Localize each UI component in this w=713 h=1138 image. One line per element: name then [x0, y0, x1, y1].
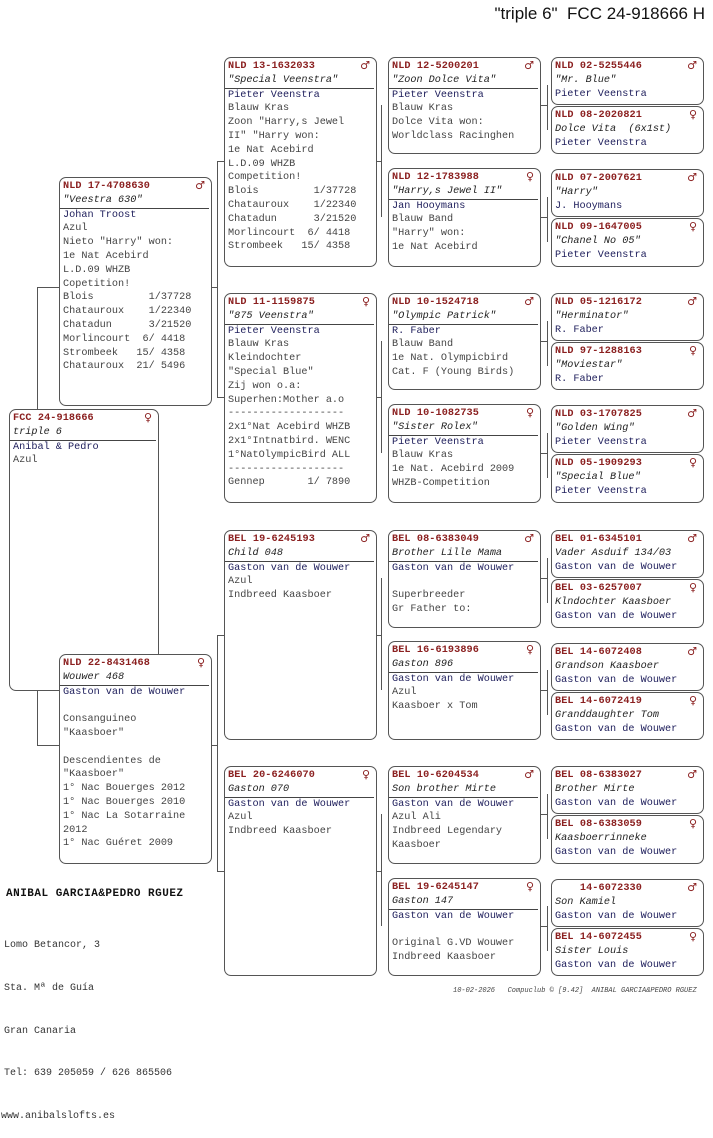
- male-icon: ♂: [687, 59, 697, 72]
- info-line: 1° Nac Guéret 2009: [63, 838, 174, 850]
- ring-number: NLD 10-1082735: [392, 408, 479, 419]
- bird-name: "Olympic Patrick": [392, 310, 496, 322]
- connector-line: [540, 217, 547, 218]
- breeder: R. Faber: [555, 373, 604, 385]
- info-line: Strombeek 15/ 4358: [63, 347, 186, 359]
- ring-number: NLD 11-1159875: [228, 297, 315, 308]
- connector-line: [547, 670, 548, 715]
- connector-line: [547, 197, 548, 242]
- info-line: Cat. F (Young Birds): [392, 366, 515, 378]
- connector-line: [547, 433, 548, 478]
- female-icon: ♀: [143, 411, 152, 424]
- breeder: Gaston van de Wouwer: [392, 910, 515, 922]
- info-line: Azul: [63, 223, 88, 235]
- ring-number: NLD 08-2020821: [555, 110, 642, 121]
- ring-number: BEL 10-6204534: [392, 770, 479, 781]
- gen5-card[interactable]: [551, 293, 704, 341]
- gen5-card[interactable]: [551, 643, 704, 691]
- ring-number: NLD 17-4708630: [63, 181, 150, 192]
- bird-name: Grandson Kaasboer: [555, 660, 659, 672]
- ring-number: FCC 24-918666: [13, 413, 94, 424]
- info-line: Superbreeder: [392, 590, 466, 602]
- male-icon: ♂: [687, 881, 697, 894]
- connector-line: [547, 794, 548, 839]
- female-icon: ♀: [688, 344, 697, 357]
- info-line: Chatauroux 21/ 5496: [63, 361, 186, 373]
- ring-number: NLD 12-5200201: [392, 61, 479, 72]
- ring-number: BEL 03-6257007: [555, 583, 642, 594]
- info-line: Original G.VD Wouwer: [392, 938, 515, 950]
- bird-name: "Special Blue": [555, 471, 641, 483]
- info-line: Azul: [392, 687, 417, 699]
- info-line: Consanguineo: [63, 714, 137, 726]
- ring-number: NLD 22-8431468: [63, 658, 150, 669]
- info-line: Azul: [13, 455, 38, 467]
- breeder: Gaston van de Wouwer: [555, 723, 678, 735]
- female-icon: ♀: [196, 656, 205, 669]
- gen5-card[interactable]: [551, 106, 704, 154]
- male-icon: ♂: [360, 532, 370, 545]
- info-line: Dolce Vita won:: [392, 117, 484, 129]
- connector-line: [217, 161, 224, 162]
- ring-number: NLD 09-1647005: [555, 222, 642, 233]
- info-line: WHZB-Competition: [392, 477, 490, 489]
- connector-line: [381, 341, 382, 453]
- breeder: Johan Troost: [63, 209, 137, 221]
- info-line: Competition!: [228, 172, 302, 184]
- info-line: Indbreed Legendary: [392, 826, 503, 838]
- male-icon: ♂: [687, 171, 697, 184]
- male-icon: ♂: [360, 59, 370, 72]
- bird-name: "875 Veenstra": [228, 310, 314, 322]
- info-line: L.D.09 WHZB: [228, 158, 296, 170]
- gen4-card[interactable]: [388, 530, 541, 628]
- male-icon: ♂: [524, 295, 534, 308]
- ring-number: BEL 01-6345101: [555, 534, 642, 545]
- info-line: 1e Nat Acebird: [63, 250, 149, 262]
- grandsire-maternal-card[interactable]: [224, 530, 377, 740]
- bird-name: Gaston 147: [392, 895, 454, 907]
- breeder: Pieter Veenstra: [555, 436, 647, 448]
- address-line: Sta. Mª de Guía: [4, 983, 95, 995]
- info-line: Blauw Band: [392, 214, 454, 226]
- bird-name: Granddaughter Tom: [555, 709, 659, 721]
- ring-number: 14-6072330: [555, 883, 642, 894]
- info-line: Blois 1/37728: [63, 292, 192, 304]
- connector-line: [381, 814, 382, 926]
- connector-line: [381, 105, 382, 217]
- bird-name: "Herminator": [555, 310, 629, 322]
- female-icon: ♀: [688, 456, 697, 469]
- breeder: R. Faber: [392, 325, 441, 337]
- sire-card[interactable]: [59, 177, 212, 406]
- info-line: Descendientes de: [63, 755, 161, 767]
- info-line: Nieto "Harry" won:: [63, 237, 174, 249]
- ring-number: NLD 05-1216172: [555, 297, 642, 308]
- gen5-card[interactable]: [551, 218, 704, 267]
- bird-name: Wouwer 468: [63, 671, 125, 683]
- connector-line: [540, 814, 547, 815]
- female-icon: ♀: [525, 643, 534, 656]
- connector-line: [217, 635, 218, 871]
- female-icon: ♀: [525, 880, 534, 893]
- gen5-card[interactable]: [551, 57, 704, 105]
- ring-number: BEL 14-6072455: [555, 932, 642, 943]
- granddam-maternal-card[interactable]: [224, 766, 377, 976]
- breeder: Jan Hooymans: [392, 200, 466, 212]
- breeder: Gaston van de Wouwer: [392, 798, 515, 810]
- info-line: Morlincourt 6/ 4418: [228, 227, 351, 239]
- bird-name: Dolce Vita (6x1st): [555, 123, 672, 135]
- connector-line: [217, 161, 218, 397]
- gen5-card[interactable]: [551, 928, 704, 976]
- info-line: Chatauroux 1/22340: [228, 199, 357, 211]
- ring-number: NLD 13-1632033: [228, 61, 315, 72]
- ring-number: NLD 05-1909293: [555, 458, 642, 469]
- subject-bird-card[interactable]: [9, 409, 159, 691]
- bird-name: "Chanel No 05": [555, 235, 641, 247]
- bird-name: Son Kamiel: [555, 896, 617, 908]
- female-icon: ♀: [525, 406, 534, 419]
- info-line: Zoon "Harry,s Jewel: [228, 117, 345, 129]
- info-line: Strombeek 15/ 4358: [228, 241, 351, 253]
- bird-name: Brother Lille Mama: [392, 547, 503, 559]
- connector-line: [540, 690, 547, 691]
- bird-name: Child 048: [228, 547, 284, 559]
- bird-name: "Mr. Blue": [555, 74, 617, 86]
- info-line: II" "Harry won:: [228, 130, 320, 142]
- bird-name: Klndochter Kaasboer: [555, 596, 672, 608]
- bird-name: "Golden Wing": [555, 422, 635, 434]
- connector-line: [37, 287, 59, 288]
- male-icon: ♂: [687, 768, 697, 781]
- info-line: Indbreed Kaasboer: [228, 826, 332, 838]
- connector-line: [217, 397, 224, 398]
- info-line: [389, 923, 540, 937]
- breeder: Pieter Veenstra: [228, 325, 320, 337]
- info-line: Indbreed Kaasboer: [228, 590, 332, 602]
- info-line: 1e Nat. Acebird 2009: [392, 464, 515, 476]
- gen4-card[interactable]: [388, 293, 541, 390]
- breeder: Gaston van de Wouwer: [63, 686, 186, 698]
- breeder: Pieter Veenstra: [555, 137, 647, 149]
- breeder: R. Faber: [555, 324, 604, 336]
- breeder: Gaston van de Wouwer: [555, 910, 678, 922]
- info-line: 1e Nat Acebird: [228, 144, 314, 156]
- granddam-paternal-card[interactable]: [224, 293, 377, 503]
- male-icon: ♂: [524, 532, 534, 545]
- female-icon: ♀: [688, 108, 697, 121]
- breeder: Pieter Veenstra: [555, 88, 647, 100]
- info-line: Blauw Kras: [392, 103, 454, 115]
- info-line: Indbreed Kaasboer: [392, 951, 496, 963]
- connector-line: [37, 690, 38, 745]
- info-line: Kaasboer x Tom: [392, 701, 478, 713]
- dam-card[interactable]: [59, 654, 212, 864]
- info-line: [60, 741, 211, 755]
- female-icon: ♀: [361, 295, 370, 308]
- gen4-card[interactable]: [388, 404, 541, 503]
- connector-line: [540, 578, 547, 579]
- bird-name: Sister Louis: [555, 945, 629, 957]
- male-icon: ♂: [195, 179, 205, 192]
- ring-number: BEL 16-6193896: [392, 645, 479, 656]
- female-icon: ♀: [688, 930, 697, 943]
- gen4-card[interactable]: [388, 878, 541, 976]
- info-line: 1° Nac Bouerges 2010: [63, 796, 186, 808]
- info-line: 1e Nat. Olympicbird: [392, 353, 509, 365]
- bird-name: "Veestra 630": [63, 194, 143, 206]
- info-line: Blois 1/37728: [228, 186, 357, 198]
- male-icon: ♂: [687, 645, 697, 658]
- info-line: Chatadun 3/21520: [228, 213, 357, 225]
- breeder: Gaston van de Wouwer: [555, 674, 678, 686]
- gen5-card[interactable]: [551, 766, 704, 814]
- ring-number: BEL 20-6246070: [228, 770, 315, 781]
- connector-line: [547, 558, 548, 603]
- bird-name: Brother Mirte: [555, 783, 635, 795]
- address-line: Gran Canaria: [4, 1025, 77, 1037]
- breeder: Gaston van de Wouwer: [555, 959, 678, 971]
- breeder: Gaston van de Wouwer: [228, 562, 351, 574]
- print-info: 10-02-2026 Compuclub © [9.42] ANIBAL GARCIA&PEDRO RGUEZ: [453, 987, 697, 995]
- info-line: Chatauroux 1/22340: [63, 306, 192, 318]
- bird-name: "Sister Rolex": [392, 421, 478, 433]
- gen4-card[interactable]: [388, 168, 541, 267]
- grandsire-paternal-card[interactable]: [224, 57, 377, 267]
- breeder: Pieter Veenstra: [392, 89, 484, 101]
- info-line: Azul: [228, 576, 253, 588]
- info-line: -------------------: [228, 408, 345, 420]
- ring-number: NLD 10-1524718: [392, 297, 479, 308]
- female-icon: ♀: [361, 768, 370, 781]
- female-icon: ♀: [688, 581, 697, 594]
- gen5-card[interactable]: [551, 169, 704, 217]
- male-icon: ♂: [687, 407, 697, 420]
- ring-number: NLD 12-1783988: [392, 172, 479, 183]
- bird-name: triple 6: [13, 426, 62, 438]
- pedigree-title: "triple 6" FCC 24-918666 H: [494, 4, 705, 23]
- address-line: Lomo Betancor, 3: [4, 940, 101, 952]
- ring-number: BEL 08-6383049: [392, 534, 479, 545]
- breeder: Gaston van de Wouwer: [555, 610, 678, 622]
- ring-number: NLD 03-1707825: [555, 409, 642, 420]
- male-icon: ♂: [687, 532, 697, 545]
- info-line: Zij won o.a:: [228, 380, 302, 392]
- info-line: 2012: [63, 824, 88, 836]
- website-link[interactable]: www.anibalslofts.es: [1, 1110, 116, 1122]
- ring-number: NLD 97-1288163: [555, 346, 642, 357]
- connector-line: [37, 745, 59, 746]
- breeder: Gaston van de Wouwer: [555, 846, 678, 858]
- info-line: 2x1°Intnatbird. WENC: [228, 435, 351, 447]
- info-line: Copetition!: [63, 278, 131, 290]
- breeder: Pieter Veenstra: [555, 485, 647, 497]
- breeder: Pieter Veenstra: [228, 89, 320, 101]
- phone: Tel: 639 205059 / 626 865506: [4, 1068, 173, 1080]
- connector-line: [540, 453, 547, 454]
- breeder: Pieter Veenstra: [555, 249, 647, 261]
- bird-name: Gaston 070: [228, 783, 290, 795]
- info-line: "Special Blue": [228, 366, 314, 378]
- gen5-card[interactable]: [551, 879, 704, 927]
- info-line: 2x1°Nat Acebird WHZB: [228, 422, 351, 434]
- info-line: Blauw Band: [392, 339, 454, 351]
- breeder: Gaston van de Wouwer: [228, 798, 351, 810]
- ring-number: NLD 07-2007621: [555, 173, 642, 184]
- owner-address: [1, 911, 173, 1138]
- ring-number: BEL 14-6072408: [555, 647, 642, 658]
- info-line: 1e Nat Acebird: [392, 241, 478, 253]
- connector-line: [540, 926, 547, 927]
- info-line: Gennep 1/ 7890: [228, 477, 351, 489]
- info-line: Blauw Kras: [392, 450, 454, 462]
- connector-line: [37, 287, 38, 409]
- bird-name: Gaston 896: [392, 658, 454, 670]
- male-icon: ♂: [524, 768, 534, 781]
- connector-line: [217, 871, 224, 872]
- connector-line: [540, 341, 547, 342]
- bird-name: Vader Asduif 134/03: [555, 547, 672, 559]
- bird-name: "Zoon Dolce Vita": [392, 74, 496, 86]
- bird-name: Son brother Mirte: [392, 783, 496, 795]
- connector-line: [381, 578, 382, 690]
- breeder: Gaston van de Wouwer: [392, 673, 515, 685]
- connector-line: [540, 105, 547, 106]
- female-icon: ♀: [525, 170, 534, 183]
- gen5-card[interactable]: [551, 692, 704, 740]
- bird-name: "Harry,s Jewel II": [392, 185, 503, 197]
- bird-name: Kaasboerrinneke: [555, 832, 647, 844]
- info-line: Gr Father to:: [392, 603, 472, 615]
- info-line: Blauw Kras: [228, 339, 290, 351]
- info-line: -------------------: [228, 463, 345, 475]
- info-line: "Harry" won:: [392, 228, 466, 240]
- gen5-card[interactable]: [551, 530, 704, 578]
- owner-name: ANIBAL GARCIA&PEDRO RGUEZ: [6, 888, 184, 900]
- ring-number: BEL 19-6245193: [228, 534, 315, 545]
- info-line: Kaasboer: [392, 839, 441, 851]
- info-line: 1°NatOlympicBird ALL: [228, 449, 351, 461]
- breeder: Gaston van de Wouwer: [555, 797, 678, 809]
- info-line: L.D.09 WHZB: [63, 264, 131, 276]
- male-icon: ♂: [524, 59, 534, 72]
- bird-name: "Moviestar": [555, 359, 623, 371]
- male-icon: ♂: [687, 295, 697, 308]
- breeder: Anibal & Pedro: [13, 441, 99, 453]
- gen5-card[interactable]: [551, 454, 704, 503]
- female-icon: ♀: [688, 694, 697, 707]
- gen5-card[interactable]: [551, 815, 704, 864]
- bird-name: "Special Veenstra": [228, 74, 339, 86]
- female-icon: ♀: [688, 220, 697, 233]
- connector-line: [547, 321, 548, 366]
- info-line: "Kaasboer": [63, 727, 125, 739]
- ring-number: BEL 08-6383027: [555, 770, 642, 781]
- info-line: 1° Nac La Sotarraine: [63, 810, 186, 822]
- info-line: Kleindochter: [228, 353, 302, 365]
- gen4-card[interactable]: [388, 766, 541, 864]
- gen5-card[interactable]: [551, 342, 704, 390]
- breeder: Gaston van de Wouwer: [392, 562, 515, 574]
- breeder: Pieter Veenstra: [392, 436, 484, 448]
- info-line: [60, 699, 211, 713]
- ring-number: BEL 19-6245147: [392, 882, 479, 893]
- info-line: 1° Nac Bouerges 2012: [63, 783, 186, 795]
- ring-number: BEL 08-6383059: [555, 819, 642, 830]
- ring-number: BEL 14-6072419: [555, 696, 642, 707]
- info-line: Azul: [228, 812, 253, 824]
- ring-number: NLD 02-5255446: [555, 61, 642, 72]
- breeder: J. Hooymans: [555, 200, 623, 212]
- info-line: Worldclass Racinghen: [392, 130, 515, 142]
- connector-line: [547, 85, 548, 130]
- gen5-card[interactable]: [551, 579, 704, 628]
- info-line: Morlincourt 6/ 4418: [63, 333, 186, 345]
- info-line: Blauw Kras: [228, 103, 290, 115]
- gen4-card[interactable]: [388, 57, 541, 154]
- info-line: Chatadun 3/21520: [63, 319, 192, 331]
- info-line: "Kaasboer": [63, 769, 125, 781]
- gen5-card[interactable]: [551, 405, 704, 453]
- breeder: Gaston van de Wouwer: [555, 561, 678, 573]
- info-line: [389, 575, 540, 589]
- connector-line: [547, 906, 548, 951]
- female-icon: ♀: [688, 817, 697, 830]
- bird-name: "Harry": [555, 186, 598, 198]
- info-line: Azul Ali: [392, 812, 441, 824]
- info-line: Superhen:Mother a.o: [228, 394, 345, 406]
- gen4-card[interactable]: [388, 641, 541, 740]
- connector-line: [217, 635, 224, 636]
